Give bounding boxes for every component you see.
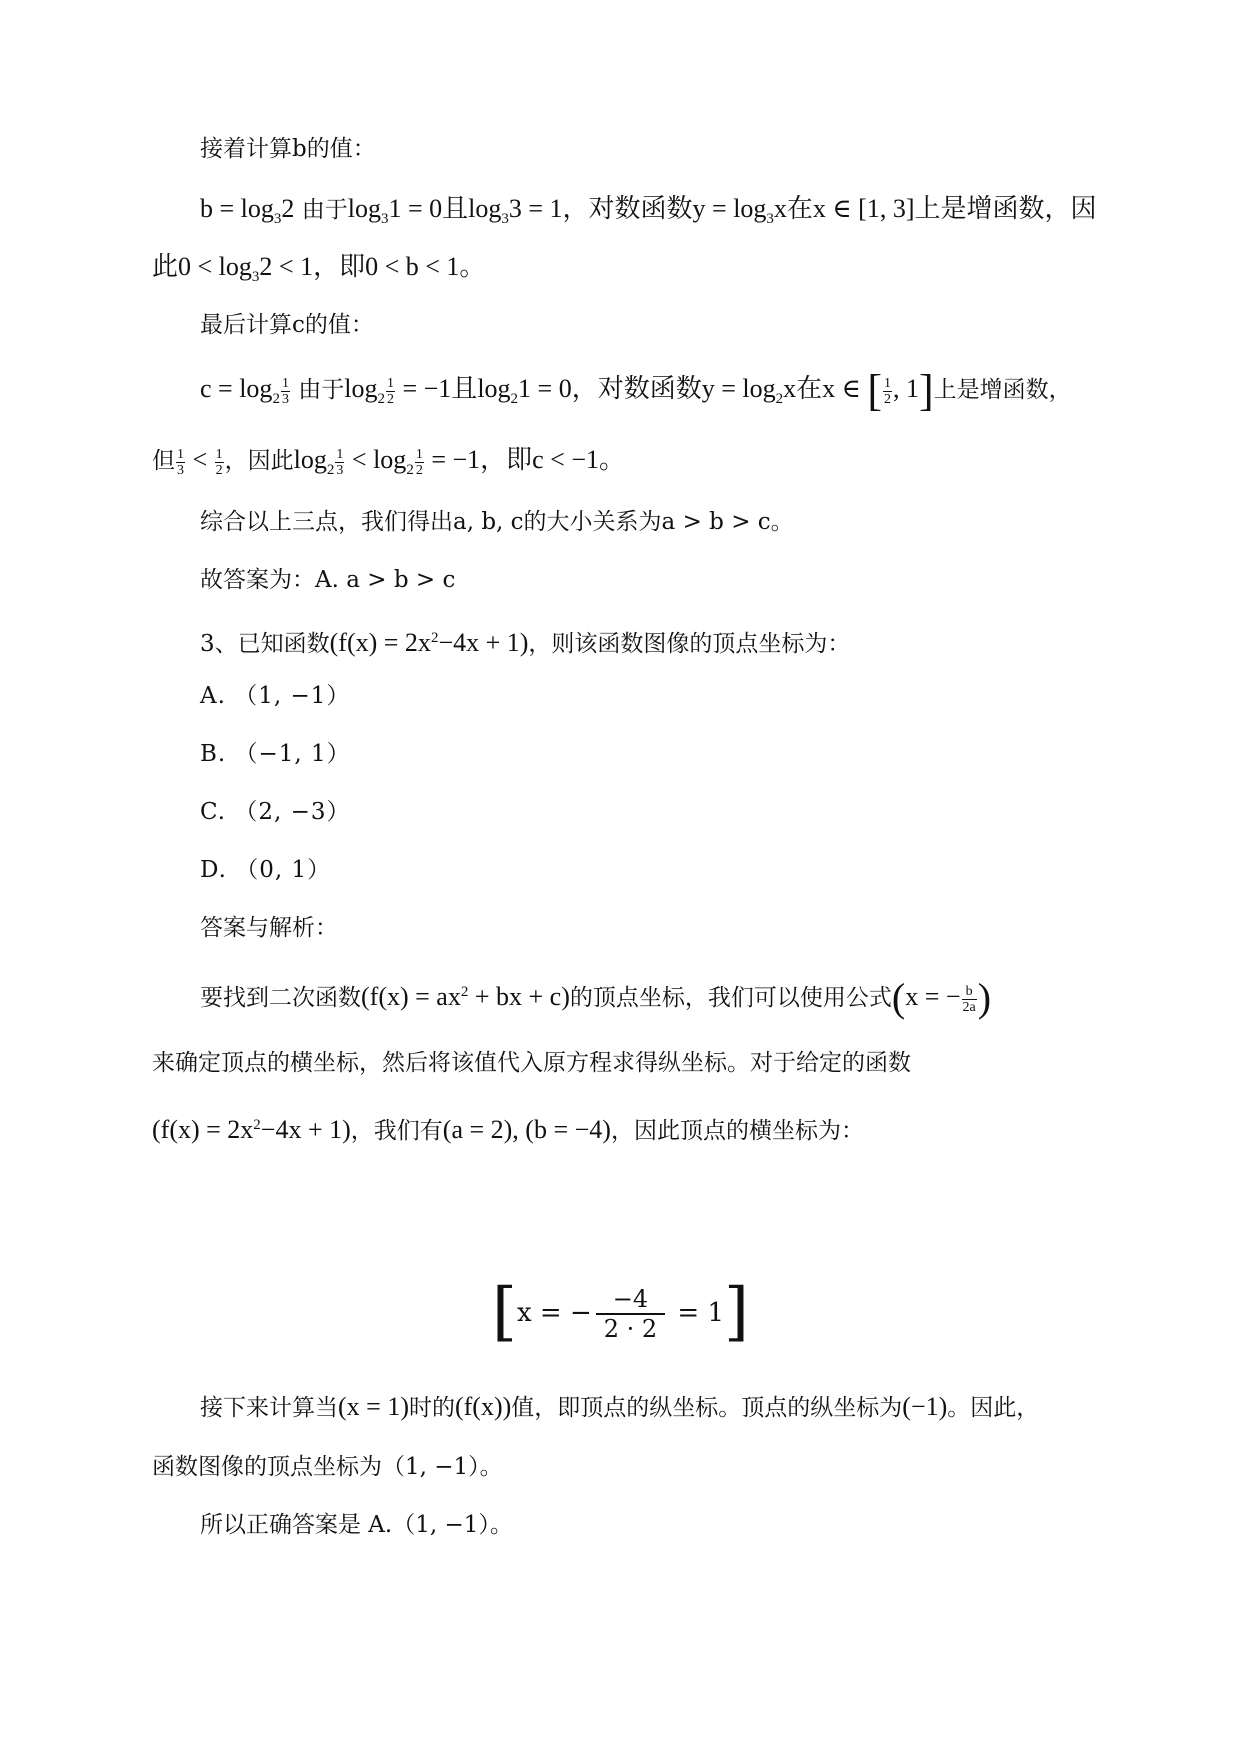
text: ，因此顶点的横坐标为：	[610, 1118, 864, 1144]
right-bracket: ]	[724, 1275, 749, 1349]
denominator: 3	[177, 462, 184, 478]
analysis-line-3	[152, 1108, 1099, 1148]
text: (f(x) = ax	[361, 982, 461, 1011]
fraction-one-third	[176, 447, 185, 478]
math: (−1)	[902, 1392, 948, 1421]
math	[152, 252, 486, 285]
numerator: 1	[415, 446, 423, 462]
text: = −1，即c < −1。	[424, 445, 626, 474]
superscript: 2	[430, 630, 439, 646]
text: x在x ∈ [1, 3]上是增函数，因	[773, 194, 1097, 223]
text: 上是增函数，	[933, 377, 1072, 403]
text: 1 = 0且	[388, 194, 469, 223]
text: 综合以上三点，我们得出a, b, c的大小关系为a > b > c。	[200, 509, 794, 535]
text: 1 = 0，对数函数y =	[518, 374, 743, 403]
option-b	[200, 737, 1099, 771]
text: <	[345, 445, 374, 474]
math	[344, 366, 934, 415]
denominator: 2 · 2	[603, 1315, 658, 1343]
math: (f(x))	[454, 1392, 512, 1421]
text: 最后计算c的值：	[200, 312, 374, 338]
text: x在x ∈	[783, 374, 868, 403]
fraction-one-half	[883, 376, 892, 407]
text: 此0 <	[152, 252, 219, 281]
final-answer	[200, 1508, 1099, 1542]
text: 2 < 1，即0 < b < 1。	[259, 252, 486, 281]
numerator: 1	[215, 446, 223, 462]
analysis-line-4	[200, 1390, 1099, 1425]
text: 的顶点坐标，我们可以使用公式	[569, 985, 892, 1011]
text: log	[347, 194, 381, 223]
subscript: 2	[406, 462, 414, 478]
denominator: 2	[386, 391, 394, 407]
text: 3、已知函数	[200, 631, 330, 657]
text: 所以正确答案是 A.（1, −1）。	[200, 1512, 513, 1538]
denominator: 2	[215, 462, 223, 478]
numerator: 1	[177, 446, 184, 462]
text: 由于	[290, 377, 345, 403]
numerator: −4	[596, 1285, 665, 1315]
text: 由于	[294, 197, 348, 223]
c-line-1	[200, 366, 1099, 416]
math	[200, 374, 291, 407]
option-a	[200, 679, 1099, 713]
option-d	[200, 853, 1099, 887]
math: (x = 1)	[338, 1392, 409, 1421]
text: 值，即顶点的纵坐标。顶点的纵坐标为	[511, 1395, 903, 1421]
subscript: 2	[775, 391, 784, 407]
right-paren: )	[977, 975, 992, 1020]
numerator: 1	[336, 446, 344, 462]
fraction-one-third	[335, 447, 344, 478]
text: = −1且	[395, 374, 478, 403]
b-line-2	[152, 250, 1099, 294]
fraction-one-third	[281, 376, 290, 407]
numerator: b	[962, 984, 977, 1000]
c-line-2	[152, 443, 1099, 487]
summary-line	[200, 505, 1099, 539]
text: = 1	[669, 1298, 725, 1328]
text: 来确定顶点的横坐标，然后将该值代入原方程求得纵坐标。对于给定的函数	[152, 1050, 911, 1076]
fraction-one-half	[415, 447, 424, 478]
subscript: 2	[510, 391, 519, 407]
vertex-formula	[0, 1275, 1241, 1349]
subscript: 2	[272, 391, 280, 407]
option-c	[200, 795, 1099, 829]
text: log	[344, 374, 378, 403]
math	[361, 982, 570, 1011]
text: (f(x) = 2x	[152, 1115, 254, 1144]
analysis-line-1	[200, 975, 1099, 1020]
c-heading	[200, 308, 1099, 342]
text: 接下来计算当	[200, 1395, 338, 1421]
b-heading	[200, 132, 1099, 166]
left-bracket: [	[492, 1275, 517, 1349]
left-bracket: [	[867, 366, 883, 415]
math: (a = 2), (b = −4)	[442, 1115, 611, 1144]
math	[891, 975, 992, 1020]
text: log	[293, 445, 327, 474]
text: ，则该函数图像的顶点坐标为：	[528, 631, 851, 657]
text: log	[373, 445, 407, 474]
text: 但	[152, 448, 175, 474]
fraction-one-half	[386, 376, 395, 407]
text: 函数图像的顶点坐标为（1, −1）。	[152, 1454, 503, 1480]
b-line-1	[200, 192, 1099, 236]
text: log	[477, 374, 511, 403]
text: 。因此，	[947, 1395, 1040, 1421]
text: c =	[200, 374, 240, 403]
fraction-one-half	[215, 447, 224, 478]
right-bracket: ]	[919, 366, 934, 415]
subscript: 3	[501, 211, 509, 227]
text: (f(x) = 2x	[329, 628, 431, 657]
text: <	[186, 445, 214, 474]
denominator: 2	[884, 391, 892, 407]
text: ，我们有	[350, 1118, 443, 1144]
text: + bx + c)	[468, 982, 570, 1011]
fraction-b-over-2a	[962, 984, 977, 1015]
text: 故答案为：A. a > b > c	[200, 567, 456, 593]
denominator: 2a	[962, 999, 976, 1015]
analysis-line-5	[152, 1450, 1099, 1484]
math	[152, 1115, 351, 1144]
numerator: 1	[884, 375, 892, 391]
subscript: 2	[377, 391, 385, 407]
numerator: 1	[386, 375, 394, 391]
analysis-heading	[200, 911, 1099, 945]
math	[347, 194, 1097, 227]
text: 接着计算b的值：	[200, 136, 376, 162]
superscript: 2	[460, 984, 469, 1000]
text: −4x + 1)	[260, 1115, 351, 1144]
numerator: 1	[281, 375, 289, 391]
subscript: 3	[766, 211, 774, 227]
subscript: 3	[273, 211, 282, 227]
text: −4x + 1)	[438, 628, 529, 657]
text: 2	[281, 194, 295, 223]
question-3	[200, 621, 1099, 661]
subscript: 2	[326, 462, 335, 478]
text: ，因此	[224, 448, 294, 474]
text: 3 = 1，对数函数y =	[508, 194, 734, 223]
text: 答案与解析：	[200, 915, 338, 941]
text: log	[239, 374, 273, 403]
text: 要找到二次函数	[200, 985, 361, 1011]
text: C. （2, −3）	[200, 799, 351, 825]
math	[175, 445, 225, 478]
text: 时的	[408, 1395, 455, 1421]
text: log	[240, 194, 274, 223]
answer-line	[200, 563, 1099, 597]
analysis-line-2	[152, 1046, 1099, 1080]
text: x = −	[516, 1298, 592, 1328]
superscript: 2	[253, 1117, 261, 1133]
text: log	[218, 252, 252, 281]
text: log	[742, 374, 776, 403]
math-b-def	[200, 194, 295, 227]
text: log	[468, 194, 502, 223]
denominator: 3	[281, 391, 289, 407]
denominator: 3	[336, 462, 344, 478]
denominator: 2	[415, 462, 423, 478]
subscript: 3	[251, 269, 260, 285]
text: x = −	[905, 982, 961, 1011]
text: log	[733, 194, 767, 223]
text: , 1	[893, 374, 920, 403]
text: A. （1, −1）	[200, 683, 351, 709]
subscript: 3	[380, 211, 389, 227]
math	[293, 445, 626, 478]
left-paren: (	[891, 975, 906, 1020]
text: D. （0, 1）	[200, 857, 332, 883]
math	[330, 628, 529, 657]
text: b =	[200, 194, 241, 223]
fraction	[596, 1285, 665, 1343]
text: B. （−1, 1）	[200, 741, 351, 767]
